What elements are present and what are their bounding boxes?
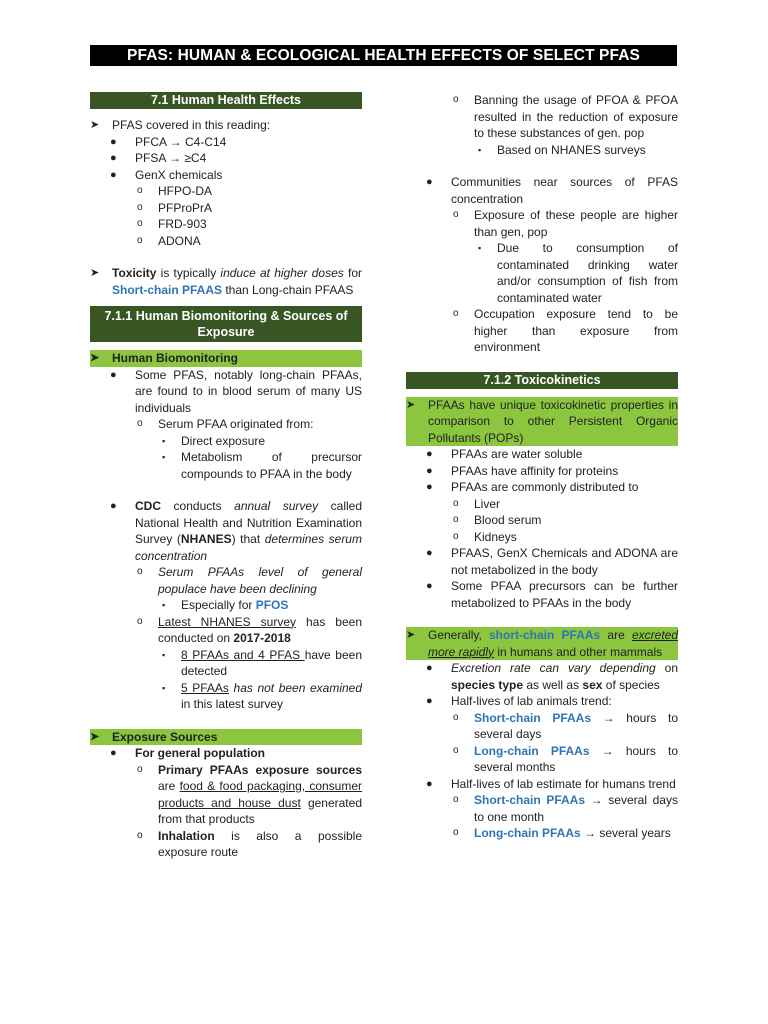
arrow-bullet-icon: ➤ xyxy=(90,352,100,364)
circle-bullet-icon: o xyxy=(453,794,459,805)
circle-bullet-icon: o xyxy=(453,497,459,509)
circle-bullet-icon: o xyxy=(137,234,143,246)
circle-bullet-icon: o xyxy=(137,566,143,577)
list-item-toxicity: ➤ Toxicity is typically induce at higher doses for Short-chain PFAAS than Long-chain PFAAS xyxy=(90,266,362,297)
list-item: o Short-chain PFAAs → hours to several days xyxy=(453,710,678,741)
list-item: o FRD-903 xyxy=(137,217,207,231)
dot-bullet-icon: ● xyxy=(426,448,433,460)
square-bullet-icon: ▪ xyxy=(478,144,482,155)
dot-bullet-icon: ● xyxy=(110,152,117,164)
list-item: ● PFAAs have affinity for proteins xyxy=(426,463,619,478)
list-item: ● For general population xyxy=(110,746,266,760)
list-item: o Long-chain PFAAs → hours to several months xyxy=(453,743,678,774)
circle-bullet-icon: o xyxy=(453,711,459,723)
list-item: o HFPO-DA xyxy=(137,184,212,198)
circle-bullet-icon: o xyxy=(453,514,459,525)
arrow-bullet-icon: ➤ xyxy=(406,398,416,411)
list-item: ▪ Direct exposure xyxy=(162,433,266,448)
circle-bullet-icon: o xyxy=(453,744,459,756)
circle-bullet-icon: o xyxy=(137,615,143,627)
subheader-exposure-sources: ➤ Exposure Sources xyxy=(90,729,362,746)
list-item: o Primary PFAAs exposure sources are food & food packaging, consumer products and house dust generated from that products xyxy=(137,762,362,826)
list-item: ● Half-lives of lab animals trend: xyxy=(426,694,612,708)
list-item: ● PFAAS, GenX Chemicals and ADONA are not metabolized in the body xyxy=(426,546,678,577)
document-title: PFAS: HUMAN & ECOLOGICAL HEALTH EFFECTS OF SELECT PFAS xyxy=(90,45,677,66)
square-bullet-icon: ▪ xyxy=(478,243,482,253)
list-item: o Kidneys xyxy=(453,529,517,544)
dot-bullet-icon: ● xyxy=(426,464,433,477)
dot-bullet-icon: ● xyxy=(426,695,433,707)
list-item: ➤ PFAS covered in this reading: xyxy=(90,118,271,132)
circle-bullet-icon: o xyxy=(453,530,459,542)
list-item: o Serum PFAAs level of general populace have been declining xyxy=(137,565,362,596)
list-item: ▪ 5 PFAAs has not been examined in this latest survey xyxy=(162,680,363,711)
circle-bullet-icon: o xyxy=(453,308,459,319)
dot-bullet-icon: ● xyxy=(426,176,433,188)
list-item: o Inhalation is also a possible exposure route xyxy=(137,828,362,859)
square-bullet-icon: ▪ xyxy=(162,600,166,610)
list-item: ● PFAAs are commonly distributed to xyxy=(426,480,639,494)
list-item: o Occupation exposure tend to be higher than exposure from environment xyxy=(453,307,678,354)
circle-bullet-icon: o xyxy=(453,827,459,838)
square-bullet-icon: ▪ xyxy=(162,435,166,446)
list-item: o Long-chain PFAAs → several years xyxy=(453,826,671,840)
list-item: ● PFAAs are water soluble xyxy=(426,447,583,461)
square-bullet-icon: ▪ xyxy=(162,649,166,660)
arrow-bullet-icon: ➤ xyxy=(90,267,100,279)
list-item: ▪ Especially for PFOS xyxy=(162,598,289,612)
section-header-biomonitoring: 7.1.1 Human Biomonitoring & Sources of Exposure xyxy=(90,306,362,342)
left-column xyxy=(90,92,362,861)
list-item: ● PFCA → C4-C14 xyxy=(110,134,227,149)
list-item: o Exposure of these people are higher than gen, pop xyxy=(453,208,678,239)
square-bullet-icon: ▪ xyxy=(162,682,166,693)
list-item: o Short-chain PFAAs → several days to one month xyxy=(453,793,678,824)
square-bullet-icon: ▪ xyxy=(162,452,166,462)
dot-bullet-icon: ● xyxy=(426,662,433,674)
circle-bullet-icon: o xyxy=(453,209,459,220)
list-item: o Latest NHANES survey has been conducted on 2017-2018 xyxy=(137,614,362,645)
dot-bullet-icon: ● xyxy=(110,168,117,181)
circle-bullet-icon: o xyxy=(137,185,143,196)
circle-bullet-icon: o xyxy=(453,94,459,105)
list-item: ● Some PFAA precursors can be further metabolized to PFAAs in the body xyxy=(426,579,678,610)
list-item: ● PFSA → ≥C4 xyxy=(110,151,207,165)
list-item: ▪ Based on NHANES surveys xyxy=(478,142,646,157)
circle-bullet-icon: o xyxy=(137,201,143,213)
dot-bullet-icon: ● xyxy=(110,135,117,148)
list-item: o PFProPrA xyxy=(137,200,213,215)
list-item: ● Excretion rate can vary depending on species type as well as sex of species xyxy=(426,661,678,692)
list-item: ▪ Metabolism of precursor compounds to PFAA in the body xyxy=(162,450,362,481)
list-item: o Serum PFAA originated from: xyxy=(137,417,314,431)
subheader-unique-properties: ➤ PFAAs have unique toxicokinetic properties in comparison to other Persistent Organic Pollutants (POPs) xyxy=(406,397,678,445)
section-header-toxicokinetics: 7.1.2 Toxicokinetics xyxy=(406,372,678,389)
dot-bullet-icon: ● xyxy=(426,777,433,790)
subheader-human-biomonitoring: ➤ Human Biomonitoring xyxy=(90,350,362,367)
dot-bullet-icon: ● xyxy=(110,500,117,512)
dot-bullet-icon: ● xyxy=(110,747,117,759)
subheader-excretion: ➤ Generally, short-chain PFAAs are excreted more rapidly in humans and other mammals xyxy=(406,628,678,659)
list-item: ● Communities near sources of PFAS concentration xyxy=(426,175,678,206)
list-item: o Liver xyxy=(453,496,501,511)
section-header-human-health: 7.1 Human Health Effects xyxy=(90,92,362,109)
dot-bullet-icon: ● xyxy=(426,580,433,592)
list-item: o Banning the usage of PFOA & PFOA resulted in the reduction of exposure to these substances of gen. pop xyxy=(453,93,678,140)
circle-bullet-icon: o xyxy=(137,829,143,841)
list-item: ● Half-lives of lab estimate for humans trend xyxy=(426,776,676,791)
list-item: ▪ Due to consumption of contaminated drinking water and/or consumption of fish from contaminated water xyxy=(478,241,678,305)
circle-bullet-icon: o xyxy=(137,218,143,229)
right-column xyxy=(406,92,678,842)
list-item-cdc: ● CDC conducts annual survey called National Health and Nutrition Examination Survey (NHANES) that determines serum concentration xyxy=(110,499,363,563)
list-item: ▪ 8 PFAAs and 4 PFAS have been detected xyxy=(162,647,362,678)
list-item: o ADONA xyxy=(137,233,201,248)
arrow-bullet-icon: ➤ xyxy=(90,119,100,131)
circle-bullet-icon: o xyxy=(137,763,143,775)
arrow-bullet-icon: ➤ xyxy=(406,629,416,641)
dot-bullet-icon: ● xyxy=(426,547,433,559)
list-item: ● GenX chemicals xyxy=(110,167,223,182)
arrow-bullet-icon: ➤ xyxy=(90,730,100,743)
circle-bullet-icon: o xyxy=(137,418,143,429)
list-item: ● Some PFAS, notably long-chain PFAAs, are found to in blood serum of many US individuals xyxy=(110,367,362,415)
dot-bullet-icon: ● xyxy=(110,368,117,381)
dot-bullet-icon: ● xyxy=(426,481,433,493)
list-item: o Blood serum xyxy=(453,513,542,527)
